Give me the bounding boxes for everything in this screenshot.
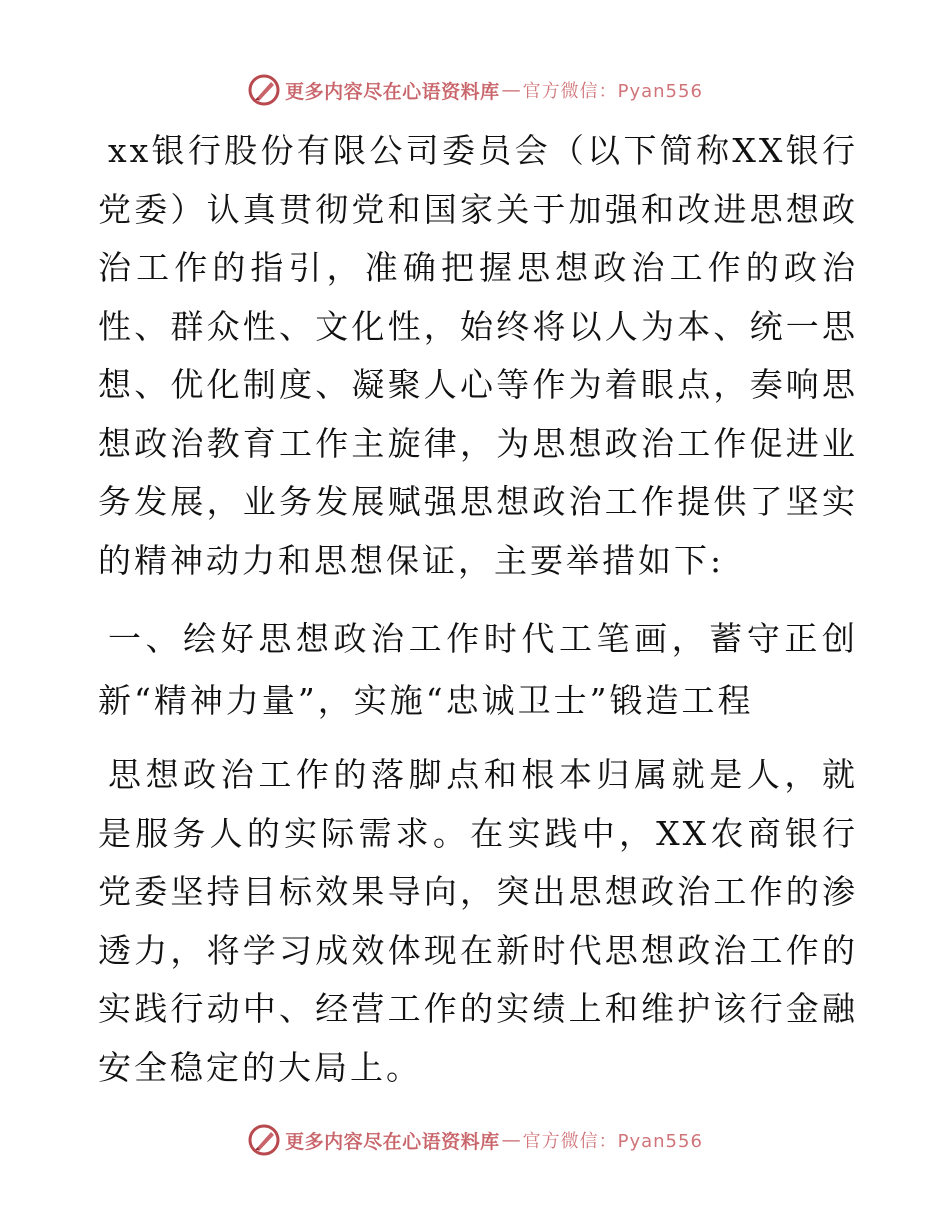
footer-watermark-banner <box>0 1120 950 1160</box>
banner-wechat-text: 官方微信：Pyan556 <box>522 81 703 102</box>
quill-logo-icon <box>247 1123 281 1157</box>
header-watermark-banner <box>0 70 950 110</box>
banner-main-text: 更多内容尽在心语资料库 <box>285 1130 500 1153</box>
body-paragraph: 思想政治工作的落脚点和根本归属就是人，就是服务人的实际需求。在实践中，XX农商银行党委坚持目标效果导向，突出思想政治工作的渗透力，将学习成效体现在新时代思想政治工作的实践行动中、经营工作的实绩上和维护该行金融安全稳定的大局上。 <box>98 755 858 1087</box>
banner-separator: — <box>501 1129 521 1151</box>
quill-logo-icon <box>247 73 281 107</box>
section-heading: 一、绘好思想政治工作时代工笔画，蓄守正创新“精神力量”，实施“忠诚卫士”锻造工程 <box>98 619 858 720</box>
intro-paragraph: xx银行股份有限公司委员会（以下简称XX银行党委）认真贯彻党和国家关于加强和改进思想政治工作的指引，准确把握思想政治工作的政治性、群众性、文化性，始终将以人为本、统一思想、优化制度、凝聚人心等作为着眼点，奏响思想政治教育工作主旋律，为思想政治工作促进业务发展，业务发展赋强思想政治工作提供了坚实的精神动力和思想保证，主要举措如下: <box>98 131 858 580</box>
document-body <box>98 122 858 1097</box>
banner-separator: — <box>501 79 521 101</box>
banner-wechat-text: 官方微信：Pyan556 <box>522 1131 703 1152</box>
banner-main-text: 更多内容尽在心语资料库 <box>285 80 500 103</box>
